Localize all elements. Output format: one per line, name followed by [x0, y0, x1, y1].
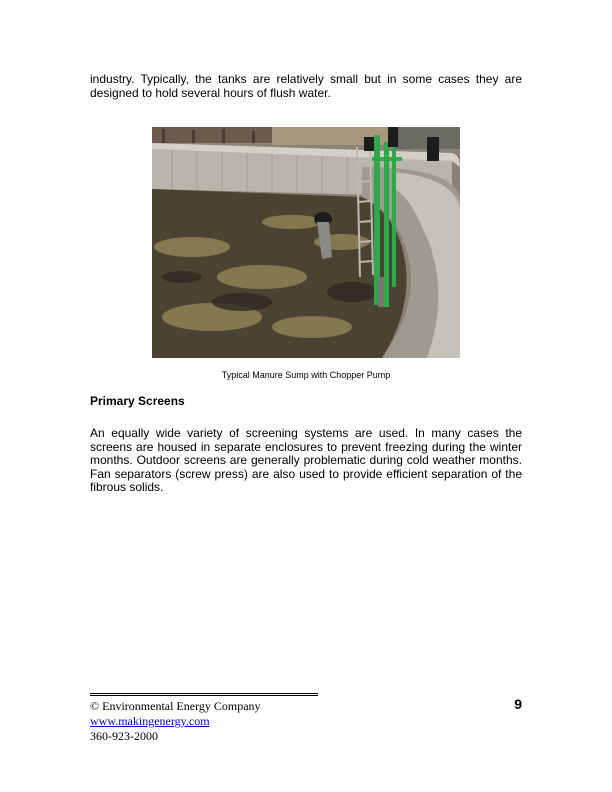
footer-phone: 360-923-2000 [90, 729, 158, 743]
section-paragraph: An equally wide variety of screening systems are used. In many cases the screens are housed in separate enclosures to prevent freezing during the winter months. Outdoor screens are generally problematic during cold weather months. Fan separators (screw press) are also used to provide efficient separation of the fibrous solids. [90, 426, 522, 494]
intro-paragraph: industry. Typically, the tanks are relatively small but in some cases they are designed to hold several hours of flush water. [90, 72, 522, 100]
footer-company: © Environmental Energy Company [90, 699, 261, 713]
footer-divider [90, 693, 318, 696]
figure-caption: Typical Manure Sump with Chopper Pump [221, 370, 391, 380]
page-number: 9 [514, 696, 522, 712]
section-heading: Primary Screens [90, 394, 185, 408]
manure-sump-photo [152, 127, 460, 358]
footer-website-link[interactable]: www.makingenergy.com [90, 714, 210, 728]
